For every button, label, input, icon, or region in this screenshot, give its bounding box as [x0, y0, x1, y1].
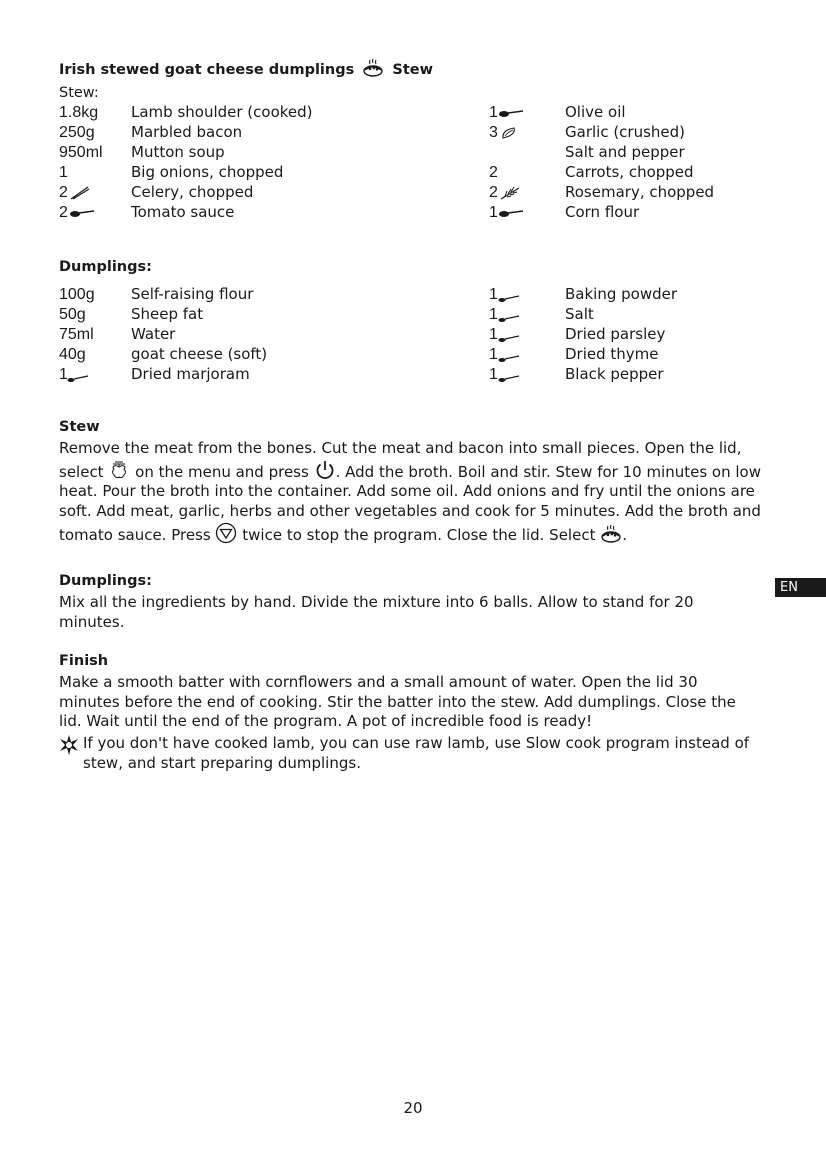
- tip-wrap: [59, 734, 759, 773]
- teaspoon-icon: [498, 350, 520, 370]
- ingredient-qty: 3: [489, 124, 498, 141]
- ingredient-name: Baking powder: [565, 285, 678, 303]
- ingredient-qty: 950ml: [59, 144, 103, 161]
- teaspoon-icon: [498, 370, 520, 390]
- stew-text-5: .: [622, 525, 628, 544]
- ingredient-qty: 1: [59, 164, 68, 181]
- stew-text-1: Remove the meat from the bones. Cut the meat and bacon into small pieces. Open the lid, select: [59, 439, 742, 481]
- ingredient-qty: 250g: [59, 124, 95, 141]
- tablespoon-icon: [498, 206, 524, 226]
- ingredient-qty: 1: [489, 366, 498, 383]
- power-icon: [314, 463, 336, 481]
- steam-pot-icon: [108, 463, 130, 481]
- ingredient-name: Corn flour: [565, 203, 640, 221]
- stew-text-2: on the menu and press: [135, 462, 309, 481]
- tip-text-content: If you don't have cooked lamb, you can use raw lamb, use Slow cook program instead of stew, and start preparing dumplings.: [83, 734, 750, 772]
- ingredient-name: Big onions, chopped: [131, 163, 284, 181]
- ingredient-qty: 75ml: [59, 326, 94, 343]
- ingredient-name: Rosemary, chopped: [565, 183, 715, 201]
- celery-stalk-icon: [69, 185, 91, 207]
- ingredient-name: Dried thyme: [565, 345, 659, 363]
- stew-instructions: [59, 439, 779, 546]
- ingredient-qty: 2: [59, 204, 68, 221]
- ingredient-name: Garlic (crushed): [565, 123, 686, 141]
- ingredient-qty: 1: [489, 204, 498, 221]
- ingredient-name: Lamb shoulder (cooked): [131, 103, 313, 121]
- ingredient-qty: 1: [489, 306, 498, 323]
- garlic-clove-icon: [500, 125, 518, 147]
- dumplings-ingredients-left: [59, 285, 419, 385]
- ingredient-qty: 1: [59, 366, 68, 383]
- stew-heading: Stew: [59, 419, 100, 435]
- teaspoon-icon: [498, 330, 520, 350]
- ingredient-name: Salt and pepper: [565, 143, 685, 161]
- ingredient-qty: 2: [59, 184, 68, 201]
- ingredient-qty: 1: [489, 346, 498, 363]
- teaspoon-icon: [498, 310, 520, 330]
- rosemary-sprig-icon: [499, 185, 521, 207]
- finish-heading: Finish: [59, 653, 109, 669]
- ingredient-qty: 2: [489, 164, 498, 181]
- ingredient-name: Dried marjoram: [131, 365, 250, 383]
- ingredient-qty: 1: [489, 326, 498, 343]
- dumplings-heading: Dumplings:: [59, 573, 152, 589]
- ingredient-name: Marbled bacon: [131, 123, 243, 141]
- ingredient-name: Water: [131, 325, 176, 343]
- ingredient-qty: 50g: [59, 306, 86, 323]
- ingredient-name: Dried parsley: [565, 325, 666, 343]
- teaspoon-icon: [498, 290, 520, 310]
- dumplings-ingredients-label: Dumplings:: [59, 259, 152, 275]
- ingredient-qty: 1.8kg: [59, 104, 99, 121]
- stew-ingredients-label: Stew:: [59, 85, 99, 101]
- ingredient-name: Mutton soup: [131, 143, 225, 161]
- stew-pot-icon: [600, 526, 622, 544]
- ingredient-qty: 2: [489, 184, 498, 201]
- ingredient-name: Tomato sauce: [131, 203, 235, 221]
- tablespoon-icon: [498, 106, 524, 126]
- stew-ingredients-right: [489, 103, 789, 223]
- ingredient-qty: 100g: [59, 286, 95, 303]
- stew-ingredients-left: [59, 103, 419, 223]
- stew-pot-icon: [362, 58, 384, 82]
- recipe-title-text: Irish stewed goat cheese dumplings: [59, 62, 355, 78]
- ingredient-name: Self-raising flour: [131, 285, 254, 303]
- ingredient-name: Olive oil: [565, 103, 626, 121]
- page-number: 20: [403, 1099, 423, 1117]
- ingredient-qty: 40g: [59, 346, 86, 363]
- finish-instructions: Make a smooth batter with cornflowers and a small amount of water. Open the lid 30 minutes before the end of cooking. Stir the batter into the stew. Add dumplings. Close the lid. Wait until the end of the program. A pot of incredible food is ready!: [59, 673, 736, 731]
- recipe-title-program: Stew: [392, 62, 433, 78]
- tablespoon-icon: [69, 206, 95, 226]
- language-tab: EN: [775, 578, 826, 597]
- recipe-title: [59, 58, 433, 82]
- teaspoon-icon: [67, 370, 89, 390]
- ingredient-name: Sheep fat: [131, 305, 204, 323]
- tip-text: [59, 734, 759, 773]
- ingredient-name: Celery, chopped: [131, 183, 254, 201]
- dumplings-instructions: Mix all the ingredients by hand. Divide the mixture into 6 balls. Allow to stand for 20 minutes.: [59, 593, 694, 631]
- ingredient-name: goat cheese (soft): [131, 345, 268, 363]
- ingredient-qty: 1: [489, 286, 498, 303]
- stew-text-3: . Add the broth. Boil and stir. Stew for 10 minutes on low heat. Pour the broth into the container. Add some oil. Add onions and fry until the onions are soft. Add meat, garlic, herbs and other vegetables and cook for 5 minutes. Add the broth and tomato sauce. Press: [59, 462, 761, 544]
- stop-button-icon: [215, 526, 237, 544]
- stew-text-4: twice to stop the program. Close the lid. Select: [242, 525, 596, 544]
- dumplings-ingredients-right: [489, 285, 789, 385]
- ingredient-name: Salt: [565, 305, 594, 323]
- ingredient-qty: 1: [489, 104, 498, 121]
- ingredient-name: Carrots, chopped: [565, 163, 694, 181]
- ingredient-name: Black pepper: [565, 365, 664, 383]
